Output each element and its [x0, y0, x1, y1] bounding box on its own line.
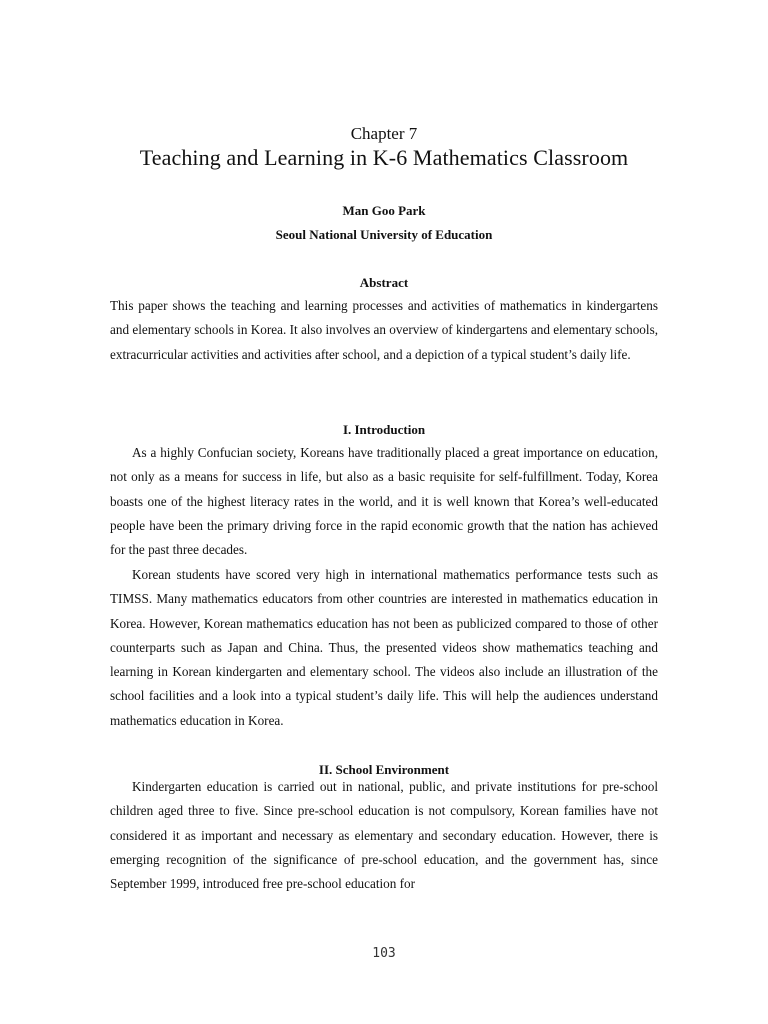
- author-affiliation: Seoul National University of Education: [275, 227, 493, 242]
- introduction-paragraph-1: As a highly Confucian society, Koreans have traditionally placed a great importance on education, not only as a means for success in life, but also as a basic requisite for self-fulfillment. Today, Korea boasts one of the highest literacy rates in the world, and it is well known that Korea’s well-educated people have been the primary driving force in the rapid economic growth that the nation has achieved for the past three decades.: [110, 445, 658, 558]
- page-number: 103: [372, 946, 396, 961]
- author-name: Man Goo Park: [342, 203, 426, 218]
- school-environment-heading: II. School Environment: [318, 762, 450, 777]
- introduction-paragraph-2: Korean students have scored very high in international mathematics performance tests such as TIMSS. Many mathematics educators from other countries are interested in mathematics education in Korea. However, Korean mathematics education has not been as publicized compared to those of other counterparts such as Japan and China. Thus, the presented videos show mathematics teaching and learning in Korean kindergarten and elementary school. The videos also include an illustration of the school facilities and a look into a typical student’s daily life. This will help the audiences understand mathematics education in Korea.: [110, 567, 658, 728]
- paper-title: Teaching and Learning in K-6 Mathematics Classroom: [139, 145, 629, 170]
- school-environment-paragraph-1: Kindergarten education is carried out in national, public, and private institutions for pre-school children aged three to five. Since pre-school education is not compulsory, Korean families have not considered it as important and necessary as elementary and secondary education. However, there is emerging recognition of the significance of pre-school education, and the government has, since September 1999, introduced free pre-school education for: [110, 779, 658, 892]
- introduction-heading: I. Introduction: [342, 422, 426, 437]
- abstract-heading: Abstract: [359, 275, 409, 290]
- chapter-label: Chapter 7: [350, 124, 418, 143]
- abstract-text: This paper shows the teaching and learning processes and activities of mathematics in kindergartens and elementary schools in Korea. It also involves an overview of kindergartens and elementary schools, extracurricular activities and activities after school, and a depiction of a typical student’s daily life.: [110, 298, 658, 362]
